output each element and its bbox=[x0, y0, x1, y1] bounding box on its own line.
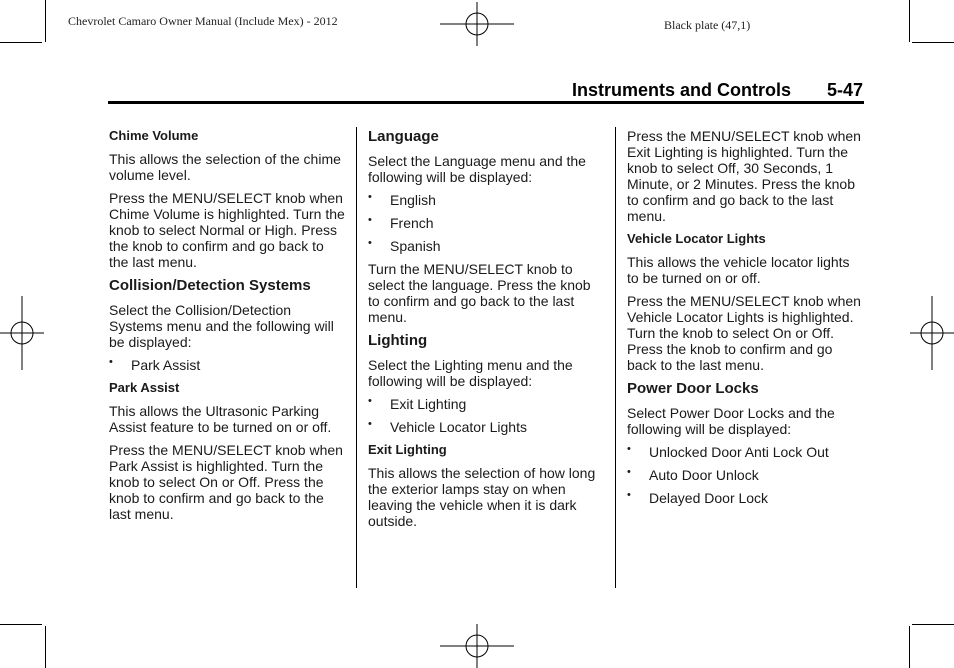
paragraph: Select the Lighting menu and the following will be displayed: bbox=[368, 357, 573, 389]
crop-mark bbox=[912, 624, 954, 625]
heading-power-door-locks: Power Door Locks bbox=[627, 380, 759, 397]
plate-label: Black plate (47,1) bbox=[664, 18, 751, 32]
list-item: • Spanish bbox=[368, 238, 606, 254]
crop-mark bbox=[909, 626, 910, 668]
paragraph: Select Power Door Locks and the following will be displayed: bbox=[627, 405, 835, 437]
registration-mark-icon bbox=[0, 296, 44, 370]
paragraph: Press the MENU/SELECT knob when Vehicle Locator Lights is highlighted. Turn the knob to select On or Off. Press the knob to confirm and go back to the last menu. bbox=[627, 293, 861, 373]
column-divider bbox=[615, 127, 616, 588]
subheading-chime-volume: Chime Volume bbox=[109, 128, 199, 143]
document-title: Chevrolet Camaro Owner Manual (Include Mex) - 2012 bbox=[68, 14, 338, 28]
column-3 bbox=[627, 128, 865, 513]
list-item: • Unlocked Door Anti Lock Out bbox=[627, 444, 865, 460]
crop-mark bbox=[0, 42, 42, 43]
paragraph: Press the MENU/SELECT knob when Chime Volume is highlighted. Turn the knob to select Normal or High. Press the knob to confirm and go back to the last menu. bbox=[109, 190, 345, 270]
list-item: • Auto Door Unlock bbox=[627, 467, 865, 483]
bullet-list bbox=[109, 357, 347, 373]
paragraph: Turn the MENU/SELECT knob to select the language. Press the knob to confirm and go back to the last menu. bbox=[368, 261, 591, 325]
paragraph: This allows the Ultrasonic Parking Assist feature to be turned on or off. bbox=[109, 403, 332, 435]
crop-mark bbox=[0, 624, 42, 625]
list-item: • Exit Lighting bbox=[368, 396, 606, 412]
paragraph: Press the MENU/SELECT knob when Park Assist is highlighted. Turn the knob to select On or Off. Press the knob to confirm and go back to the last menu. bbox=[109, 442, 343, 522]
list-item: • Vehicle Locator Lights bbox=[368, 419, 606, 435]
heading-collision-detection: Collision/Detection Systems bbox=[109, 277, 311, 294]
bullet-list bbox=[368, 192, 606, 254]
registration-mark-icon bbox=[440, 624, 514, 668]
bullet-list bbox=[368, 396, 606, 435]
header-rule bbox=[108, 101, 864, 104]
bullet-list bbox=[627, 444, 865, 506]
heading-lighting: Lighting bbox=[368, 332, 428, 349]
crop-mark bbox=[909, 0, 910, 42]
paragraph: This allows the vehicle locator lights to be turned on or off. bbox=[627, 254, 850, 286]
heading-language: Language bbox=[368, 128, 439, 145]
column-2 bbox=[368, 128, 606, 536]
paragraph: Select the Collision/Detection Systems menu and the following will be displayed: bbox=[109, 302, 334, 350]
registration-mark-icon bbox=[440, 2, 514, 46]
paragraph: Press the MENU/SELECT knob when Exit Lighting is highlighted. Turn the knob to select Off, 30 Seconds, 1 Minute, or 2 Minutes. Press the knob to confirm and go back to the last menu. bbox=[627, 128, 861, 224]
subheading-exit-lighting: Exit Lighting bbox=[368, 442, 447, 457]
list-item: • Delayed Door Lock bbox=[627, 490, 865, 506]
paragraph: This allows the selection of how long the exterior lamps stay on when leaving the vehicle when it is dark outside. bbox=[368, 465, 596, 529]
paragraph: Select the Language menu and the following will be displayed: bbox=[368, 153, 586, 185]
crop-mark bbox=[45, 626, 46, 668]
list-item: • French bbox=[368, 215, 606, 231]
list-item: • English bbox=[368, 192, 606, 208]
list-item: • Park Assist bbox=[109, 357, 347, 373]
paragraph: This allows the selection of the chime volume level. bbox=[109, 151, 341, 183]
crop-mark bbox=[912, 42, 954, 43]
crop-mark bbox=[45, 0, 46, 42]
column-1 bbox=[109, 128, 347, 529]
section-title: Instruments and Controls bbox=[572, 80, 792, 100]
page-number: 5-47 bbox=[827, 80, 864, 100]
registration-mark-icon bbox=[910, 296, 954, 370]
column-divider bbox=[356, 127, 357, 588]
subheading-vehicle-locator-lights: Vehicle Locator Lights bbox=[627, 231, 766, 246]
subheading-park-assist: Park Assist bbox=[109, 380, 180, 395]
